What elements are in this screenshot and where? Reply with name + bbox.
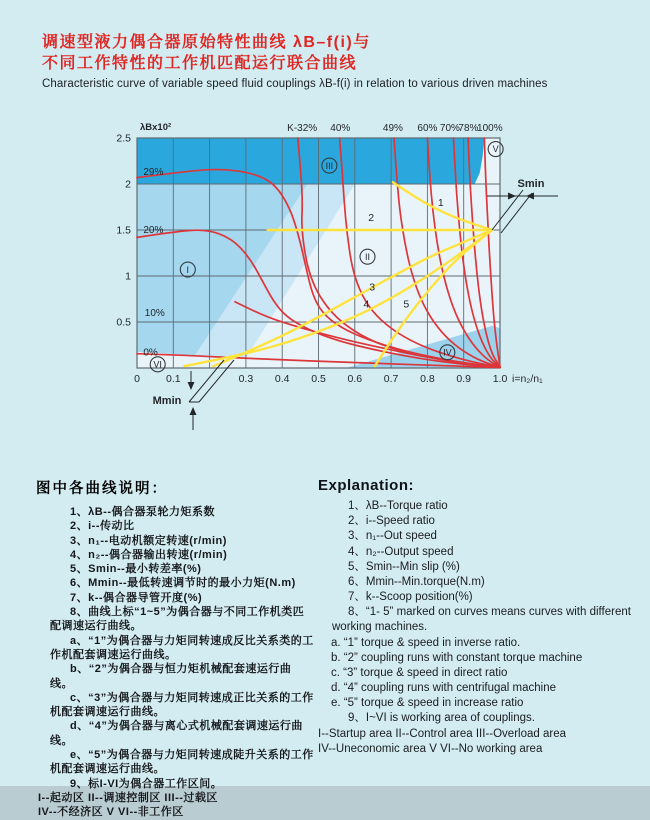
- area-marker-V: V: [492, 144, 499, 155]
- area-marker-I: I: [186, 264, 190, 275]
- legend-en-item: 6、Mmin--Min.torque(N.m): [348, 575, 485, 588]
- x-axis-label: i=n₂/n₁: [512, 373, 543, 385]
- slip-percent-label: 20%: [143, 224, 164, 236]
- scoop-position-label: 100%: [477, 123, 503, 134]
- legend-english: [318, 477, 632, 757]
- page-subtitle-en: Characteristic curve of variable speed fluid couplings λB-f(i) in relation to various driven machines: [42, 77, 548, 90]
- region-band: [137, 138, 484, 184]
- legend-zh-item: d、“4”为偶合器与离心式机械配套调速运行曲线。: [50, 720, 303, 747]
- page-title-zh-line1: 调速型液力偶合器原始特性曲线 λB–f(i)与: [42, 34, 371, 51]
- legend-zh-item: c、“3”为偶合器与力矩同转速成正比关系的工作机配套调速运行曲线。: [50, 691, 314, 719]
- y-axis-label: λBx10²: [140, 122, 172, 133]
- legend-en-item: 7、k--Scoop position(%): [348, 591, 473, 604]
- machine-curve-label: 5: [403, 298, 410, 311]
- y-tick-label: 0.5: [116, 316, 131, 329]
- legend-zh-item: a、“1”为偶合器与力矩同转速成反比关系类的工作机配套调速运行曲线。: [50, 634, 314, 661]
- legend-en-item: 3、n₁--Out speed: [348, 530, 437, 543]
- legend-en-item: d. “4” coupling runs with centrifugal machine: [331, 682, 557, 695]
- legend-en-item: c. “3” torque & speed in direct ratio: [331, 666, 508, 679]
- legend-zh-item: 3、n₁--电动机额定转速(r/min): [70, 534, 227, 547]
- x-tick-label: 0.4: [274, 373, 290, 385]
- area-marker-VI: VI: [153, 359, 162, 370]
- machine-curve-label: 3: [369, 281, 376, 294]
- legend-en-item: 9、I~VI is working area of couplings.: [348, 712, 535, 725]
- mmin-annotation: Mmin: [152, 395, 182, 407]
- legend-zh-item: 7、k--偶合器导管开度(%): [70, 591, 203, 604]
- legend-zh-item: 1、λB--偶合器泵轮力矩系数: [70, 506, 216, 518]
- legend-zh-heading: 图中各曲线说明：: [36, 481, 168, 497]
- dimension-arrowhead: [508, 193, 516, 200]
- legend-en-item: 2、i--Speed ratio: [348, 515, 435, 528]
- slip-percent-label: 29%: [143, 166, 164, 178]
- area-marker-II: II: [364, 251, 371, 262]
- x-tick-label: 0.9: [456, 373, 472, 385]
- x-tick-label: 0.7: [383, 373, 399, 385]
- y-tick-label: 2.5: [116, 132, 131, 145]
- page-title-zh-line2: 不同工作特性的工作机匹配运行联合曲线: [42, 54, 358, 72]
- x-tick-label: 0.8: [420, 373, 435, 385]
- machine-curve-label: 2: [368, 211, 375, 224]
- legend-en-item: IV--Uneconomic area V VI--No working area: [318, 742, 543, 755]
- scoop-position-label: 49%: [382, 123, 403, 134]
- area-marker-IV: IV: [443, 347, 452, 358]
- legend-en-item: 8、“1- 5” marked on curves means curves with different working machines.: [332, 606, 631, 634]
- y-tick-label: 2: [125, 178, 131, 191]
- dimension-arrowhead: [190, 407, 197, 415]
- x-tick-label: 0.1: [165, 373, 181, 385]
- legend-zh-item: 9、标I-VI为偶合器工作区间。: [70, 777, 223, 790]
- legend-zh-item: b、“2”为偶合器与恒力矩机械配套速运行曲线。: [50, 663, 292, 690]
- legend-zh-items: [36, 505, 314, 820]
- slip-percent-label: 10%: [144, 308, 165, 320]
- area-marker-III: III: [325, 160, 334, 171]
- y-tick-label: 1.5: [116, 224, 131, 237]
- legend-en-heading: Explanation:: [318, 477, 415, 494]
- legend-zh-item: 5、Smin--最小转差率(%): [70, 563, 202, 576]
- legend-en-items: [318, 499, 632, 757]
- legend-zh-item: 2、i--传动比: [70, 520, 135, 533]
- dimension-arrowhead: [188, 382, 195, 390]
- scoop-position-label: 70%: [439, 123, 460, 134]
- legend-en-item: 4、n₂--Output speed: [348, 545, 454, 558]
- legend-en-item: 5、Smin--Min slip (%): [348, 560, 460, 573]
- machine-curve-label: 1: [437, 197, 444, 210]
- legend-en-item: b. “2” coupling runs with constant torque machine: [331, 651, 583, 664]
- smin-annotation: Smin: [517, 178, 545, 190]
- legend-zh-item: e、“5”为偶合器与力矩同转速成陡升关系的工作机配套调速运行曲线。: [50, 749, 314, 776]
- legend-zh-item: 8、曲线上标“1~5”为偶合器与不同工作机类匹配调速运行曲线。: [50, 606, 305, 633]
- scoop-position-label: 78%: [458, 123, 479, 134]
- legend-chinese: [36, 477, 314, 820]
- legend-zh-item: 6、Mmin--最低转速调节时的最小力矩(N.m): [70, 577, 296, 590]
- x-tick-label: 0: [134, 373, 140, 385]
- legend-zh-item: I--起动区 II--调速控制区 III--过载区: [38, 791, 218, 804]
- slip-percent-label: 0%: [143, 347, 158, 359]
- x-tick-label: 0.5: [311, 373, 326, 385]
- scoop-position-label: K-32%: [287, 123, 318, 134]
- x-tick-label: 0.3: [238, 373, 254, 385]
- machine-curve-label: 4: [363, 298, 370, 311]
- x-tick-label: 0.6: [347, 373, 363, 385]
- legend-en-item: e. “5” torque & speed in increase ratio: [331, 697, 524, 710]
- legend-en-item: I--Startup area II--Control area III--Overload area: [318, 727, 566, 740]
- y-tick-label: 1: [125, 270, 131, 283]
- scoop-position-label: 40%: [330, 123, 351, 134]
- x-tick-label: 1.0: [492, 373, 508, 385]
- legend-en-item: a. “1” torque & speed in inverse ratio.: [331, 636, 521, 649]
- scoop-position-label: 60%: [417, 123, 438, 134]
- legend-zh-item: IV--不经济区 V VI--非工作区: [38, 806, 184, 819]
- legend-en-item: 1、λB--Torque ratio: [348, 500, 448, 512]
- legend-zh-item: 4、n₂--偶合器输出转速(r/min): [70, 548, 228, 561]
